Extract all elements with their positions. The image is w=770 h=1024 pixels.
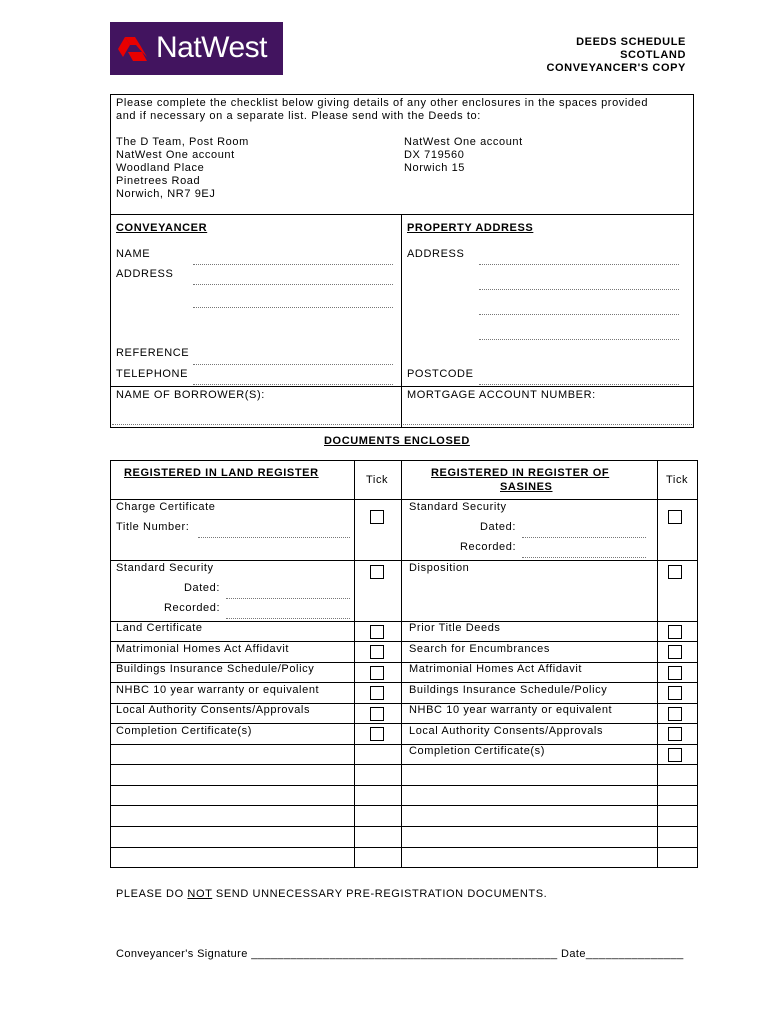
list-item: Prior Title Deeds <box>409 622 501 634</box>
list-item: Search for Encumbrances <box>409 643 550 655</box>
conveyancer-heading: CONVEYANCER <box>116 222 208 234</box>
address-line: NatWest One account <box>404 136 523 148</box>
date-label: Date <box>561 948 586 960</box>
address-line: Pinetrees Road <box>116 175 201 187</box>
date-line[interactable]: _______________ <box>585 948 684 960</box>
notice-text <box>116 888 547 901</box>
mortgage-account-label: MORTGAGE ACCOUNT NUMBER: <box>407 389 596 401</box>
doc-title-line1: DEEDS SCHEDULE <box>576 36 686 48</box>
notice-pre: PLEASE DO <box>116 888 188 900</box>
address-line: Woodland Place <box>116 162 205 174</box>
right-standard-security-checkbox[interactable] <box>668 510 682 524</box>
telephone-label: TELEPHONE <box>116 368 189 380</box>
doc-title-line3: CONVEYANCER'S COPY <box>546 62 686 74</box>
property-address-label: ADDRESS <box>407 248 465 260</box>
sasines-heading-line2: SASINES <box>500 481 553 493</box>
address-field-line2[interactable] <box>193 307 393 308</box>
land-certificate-checkbox[interactable] <box>370 625 384 639</box>
search-encumbrances-checkbox[interactable] <box>668 645 682 659</box>
left-dated-label: Dated: <box>184 582 221 594</box>
title-number-field[interactable] <box>198 537 350 538</box>
list-item: Completion Certificate(s) <box>409 745 546 757</box>
disposition-label: Disposition <box>409 562 470 574</box>
postcode-field[interactable] <box>479 384 679 385</box>
reference-label: REFERENCE <box>116 347 190 359</box>
right-recorded-label: Recorded: <box>460 541 517 553</box>
right-standard-security-label: Standard Security <box>409 501 507 513</box>
property-address-line2[interactable] <box>479 289 679 290</box>
address-line: Norwich, NR7 9EJ <box>116 188 216 200</box>
address-field-line1[interactable] <box>193 284 393 285</box>
right-consents-checkbox[interactable] <box>668 727 682 741</box>
list-item: Land Certificate <box>116 622 203 634</box>
address-line: DX 719560 <box>404 149 465 161</box>
tick-header-right: Tick <box>666 474 689 486</box>
borrowers-field[interactable] <box>112 424 400 425</box>
documents-enclosed-heading: DOCUMENTS ENCLOSED <box>324 435 470 447</box>
natwest-logo <box>110 22 283 75</box>
reference-field[interactable] <box>193 364 393 365</box>
list-item: Buildings Insurance Schedule/Policy <box>409 684 608 696</box>
right-matrimonial-checkbox[interactable] <box>668 666 682 680</box>
address-line: NatWest One account <box>116 149 235 161</box>
right-dated-field[interactable] <box>522 537 646 538</box>
disposition-checkbox[interactable] <box>668 565 682 579</box>
list-item: Local Authority Consents/Approvals <box>409 725 604 737</box>
left-completion-checkbox[interactable] <box>370 727 384 741</box>
list-item: NHBC 10 year warranty or equivalent <box>116 684 320 696</box>
notice-post: SEND UNNECESSARY PRE-REGISTRATION DOCUMENTS. <box>212 888 548 900</box>
notice-emphasis: NOT <box>187 888 213 900</box>
prior-title-deeds-checkbox[interactable] <box>668 625 682 639</box>
natwest-cubes-icon <box>116 35 150 63</box>
name-field[interactable] <box>193 264 393 265</box>
name-label: NAME <box>116 248 151 260</box>
left-nhbc-checkbox[interactable] <box>370 686 384 700</box>
address-line: Norwich 15 <box>404 162 466 174</box>
signature-label: Conveyancer's Signature <box>116 948 248 960</box>
list-item: Matrimonial Homes Act Affidavit <box>409 663 583 675</box>
address-label: ADDRESS <box>116 268 174 280</box>
left-matrimonial-checkbox[interactable] <box>370 645 384 659</box>
left-insurance-checkbox[interactable] <box>370 666 384 680</box>
left-dated-field[interactable] <box>226 598 350 599</box>
borrowers-label: NAME OF BORROWER(S): <box>116 389 265 401</box>
right-nhbc-checkbox[interactable] <box>668 707 682 721</box>
title-number-label: Title Number: <box>116 521 190 533</box>
property-address-line4[interactable] <box>479 339 679 340</box>
right-insurance-checkbox[interactable] <box>668 686 682 700</box>
right-recorded-field[interactable] <box>522 557 646 558</box>
postcode-label: POSTCODE <box>407 368 474 380</box>
right-dated-label: Dated: <box>480 521 517 533</box>
list-item: Buildings Insurance Schedule/Policy <box>116 663 315 675</box>
left-recorded-field[interactable] <box>226 618 350 619</box>
logo-wordmark: NatWest <box>156 31 267 64</box>
right-completion-checkbox[interactable] <box>668 748 682 762</box>
charge-certificate-label: Charge Certificate <box>116 501 216 513</box>
instruction-line2: and if necessary on a separate list. Please send with the Deeds to: <box>116 110 481 122</box>
left-standard-security-checkbox[interactable] <box>370 565 384 579</box>
list-item: Local Authority Consents/Approvals <box>116 704 311 716</box>
property-address-line3[interactable] <box>479 314 679 315</box>
property-address-line1[interactable] <box>479 264 679 265</box>
address-line: The D Team, Post Room <box>116 136 249 148</box>
tick-header-left: Tick <box>366 474 389 486</box>
property-heading: PROPERTY ADDRESS <box>407 222 534 234</box>
doc-title-line2: SCOTLAND <box>620 49 686 61</box>
mortgage-account-field[interactable] <box>403 424 692 425</box>
sasines-heading-line1: REGISTERED IN REGISTER OF <box>431 467 610 479</box>
left-consents-checkbox[interactable] <box>370 707 384 721</box>
list-item: Matrimonial Homes Act Affidavit <box>116 643 290 655</box>
left-standard-security-label: Standard Security <box>116 562 214 574</box>
charge-certificate-checkbox[interactable] <box>370 510 384 524</box>
signature-line[interactable]: _______________________________________________ <box>251 948 558 960</box>
signature-row <box>116 948 684 961</box>
land-register-heading: REGISTERED IN LAND REGISTER <box>124 467 319 479</box>
list-item: NHBC 10 year warranty or equivalent <box>409 704 613 716</box>
instruction-line1: Please complete the checklist below giving details of any other enclosures in the spaces provided <box>116 97 649 109</box>
left-recorded-label: Recorded: <box>164 602 221 614</box>
telephone-field[interactable] <box>193 384 393 385</box>
list-item: Completion Certificate(s) <box>116 725 253 737</box>
